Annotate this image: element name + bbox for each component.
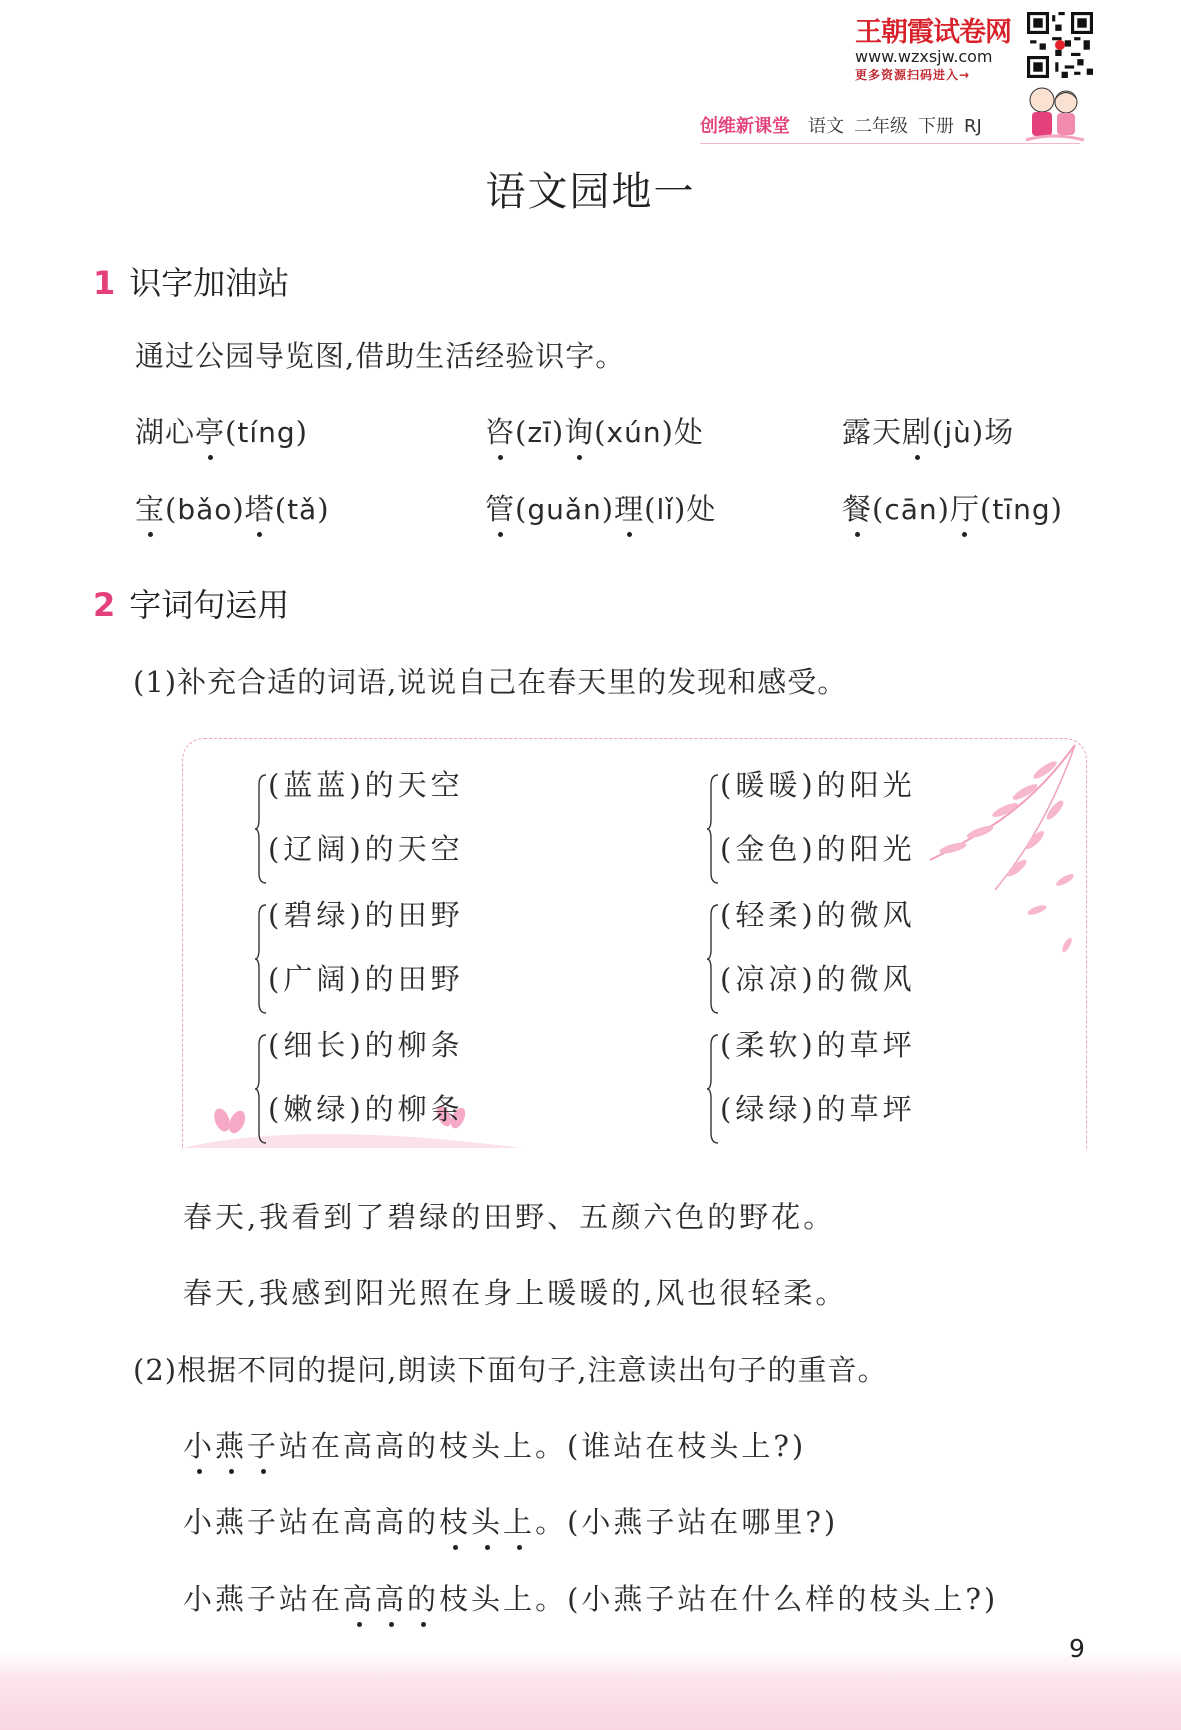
footer-band [0, 1652, 1181, 1730]
section-2-heading [93, 580, 289, 626]
qr-code-icon[interactable] [1027, 12, 1093, 78]
volume-label: 下册 [918, 116, 954, 137]
section-1-instruction: 通过公园导览图,借助生活经验识字。 [135, 339, 626, 373]
term-can-ting: 餐(cān)厅(tīng) [842, 487, 1063, 528]
stress-sentence-where: 小燕子站在高高的枝头上。(小燕子站在哪里?) [183, 1500, 838, 1541]
brace-icon [706, 773, 720, 885]
brand-tagline: 更多资源扫码进入→ [855, 68, 971, 82]
stress-sentence-who: 小燕子站在高高的枝头上。(谁站在枝头上?) [183, 1424, 806, 1465]
word-entry: (暖暖)的阳光 [720, 768, 916, 802]
grade-label: 二年级 [854, 116, 908, 137]
brace-icon [706, 1033, 720, 1145]
page-title: 语文园地一 [485, 169, 696, 215]
word-entry: (嫩绿)的柳条 [268, 1092, 464, 1126]
question-1: (1)补充合适的词语,说说自己在春天里的发现和感受。 [133, 665, 848, 699]
word-entry: (柔软)的草坪 [720, 1028, 916, 1062]
brace-icon [254, 1033, 268, 1145]
course-info [700, 112, 992, 138]
section-2-number: 2 [93, 586, 116, 624]
willow-branch-icon [925, 740, 1085, 990]
term-bao-ta: 宝(bǎo)塔(tǎ) [135, 487, 330, 528]
word-entry: (金色)的阳光 [720, 832, 916, 866]
word-entry: (凉凉)的微风 [720, 962, 916, 996]
brand-url[interactable]: www.wzxsjw.com [855, 47, 993, 66]
term-zi-xun-chu: 咨(zī)询(xún)处 [485, 410, 704, 451]
example-sentence-2: 春天,我感到阳光照在身上暖暖的,风也很轻柔。 [183, 1276, 848, 1310]
subject-label: 语文 [808, 116, 844, 137]
brand-block [855, 10, 1030, 83]
word-entry: (轻柔)的微风 [720, 898, 916, 932]
series-name: 创维新课堂 [700, 116, 790, 137]
word-pair-willow [254, 1023, 494, 1153]
word-pair-lawn [706, 1023, 946, 1153]
word-pair-field [254, 893, 494, 1023]
term-lu-tian-ju-chang: 露天剧(jù)场 [842, 410, 1014, 451]
brace-icon [706, 903, 720, 1015]
word-entry: (细长)的柳条 [268, 1028, 464, 1062]
word-entry: (广阔)的田野 [268, 962, 464, 996]
term-guan-li-chu: 管(guǎn)理(lǐ)处 [485, 487, 716, 528]
brace-icon [254, 773, 268, 885]
question-2: (2)根据不同的提问,朗读下面句子,注意读出句子的重音。 [133, 1353, 888, 1387]
section-1-title: 识字加油站 [129, 264, 290, 302]
cartoon-kids-icon [1018, 78, 1088, 148]
section-1-heading [93, 258, 289, 304]
word-entry: (绿绿)的草坪 [720, 1092, 916, 1126]
edition-label: RJ [964, 116, 982, 137]
word-pair-sunshine [706, 763, 946, 893]
page-number: 9 [1069, 1634, 1085, 1663]
example-sentence-1: 春天,我看到了碧绿的田野、五颜六色的野花。 [183, 1200, 836, 1234]
word-pair-sky [254, 763, 494, 893]
word-pair-breeze [706, 893, 946, 1023]
term-hu-xin-ting: 湖心亭(tíng) [135, 410, 308, 451]
section-2-title: 字词句运用 [129, 586, 290, 624]
word-entry: (辽阔)的天空 [268, 832, 464, 866]
brand-title: 王朝霞试卷网 [855, 17, 1011, 48]
stress-sentence-what-kind: 小燕子站在高高的枝头上。(小燕子站在什么样的枝头上?) [183, 1577, 998, 1618]
brace-icon [254, 903, 268, 1015]
word-entry: (蓝蓝)的天空 [268, 768, 464, 802]
word-entry: (碧绿)的田野 [268, 898, 464, 932]
section-1-number: 1 [93, 264, 116, 302]
header-divider [700, 143, 1080, 144]
